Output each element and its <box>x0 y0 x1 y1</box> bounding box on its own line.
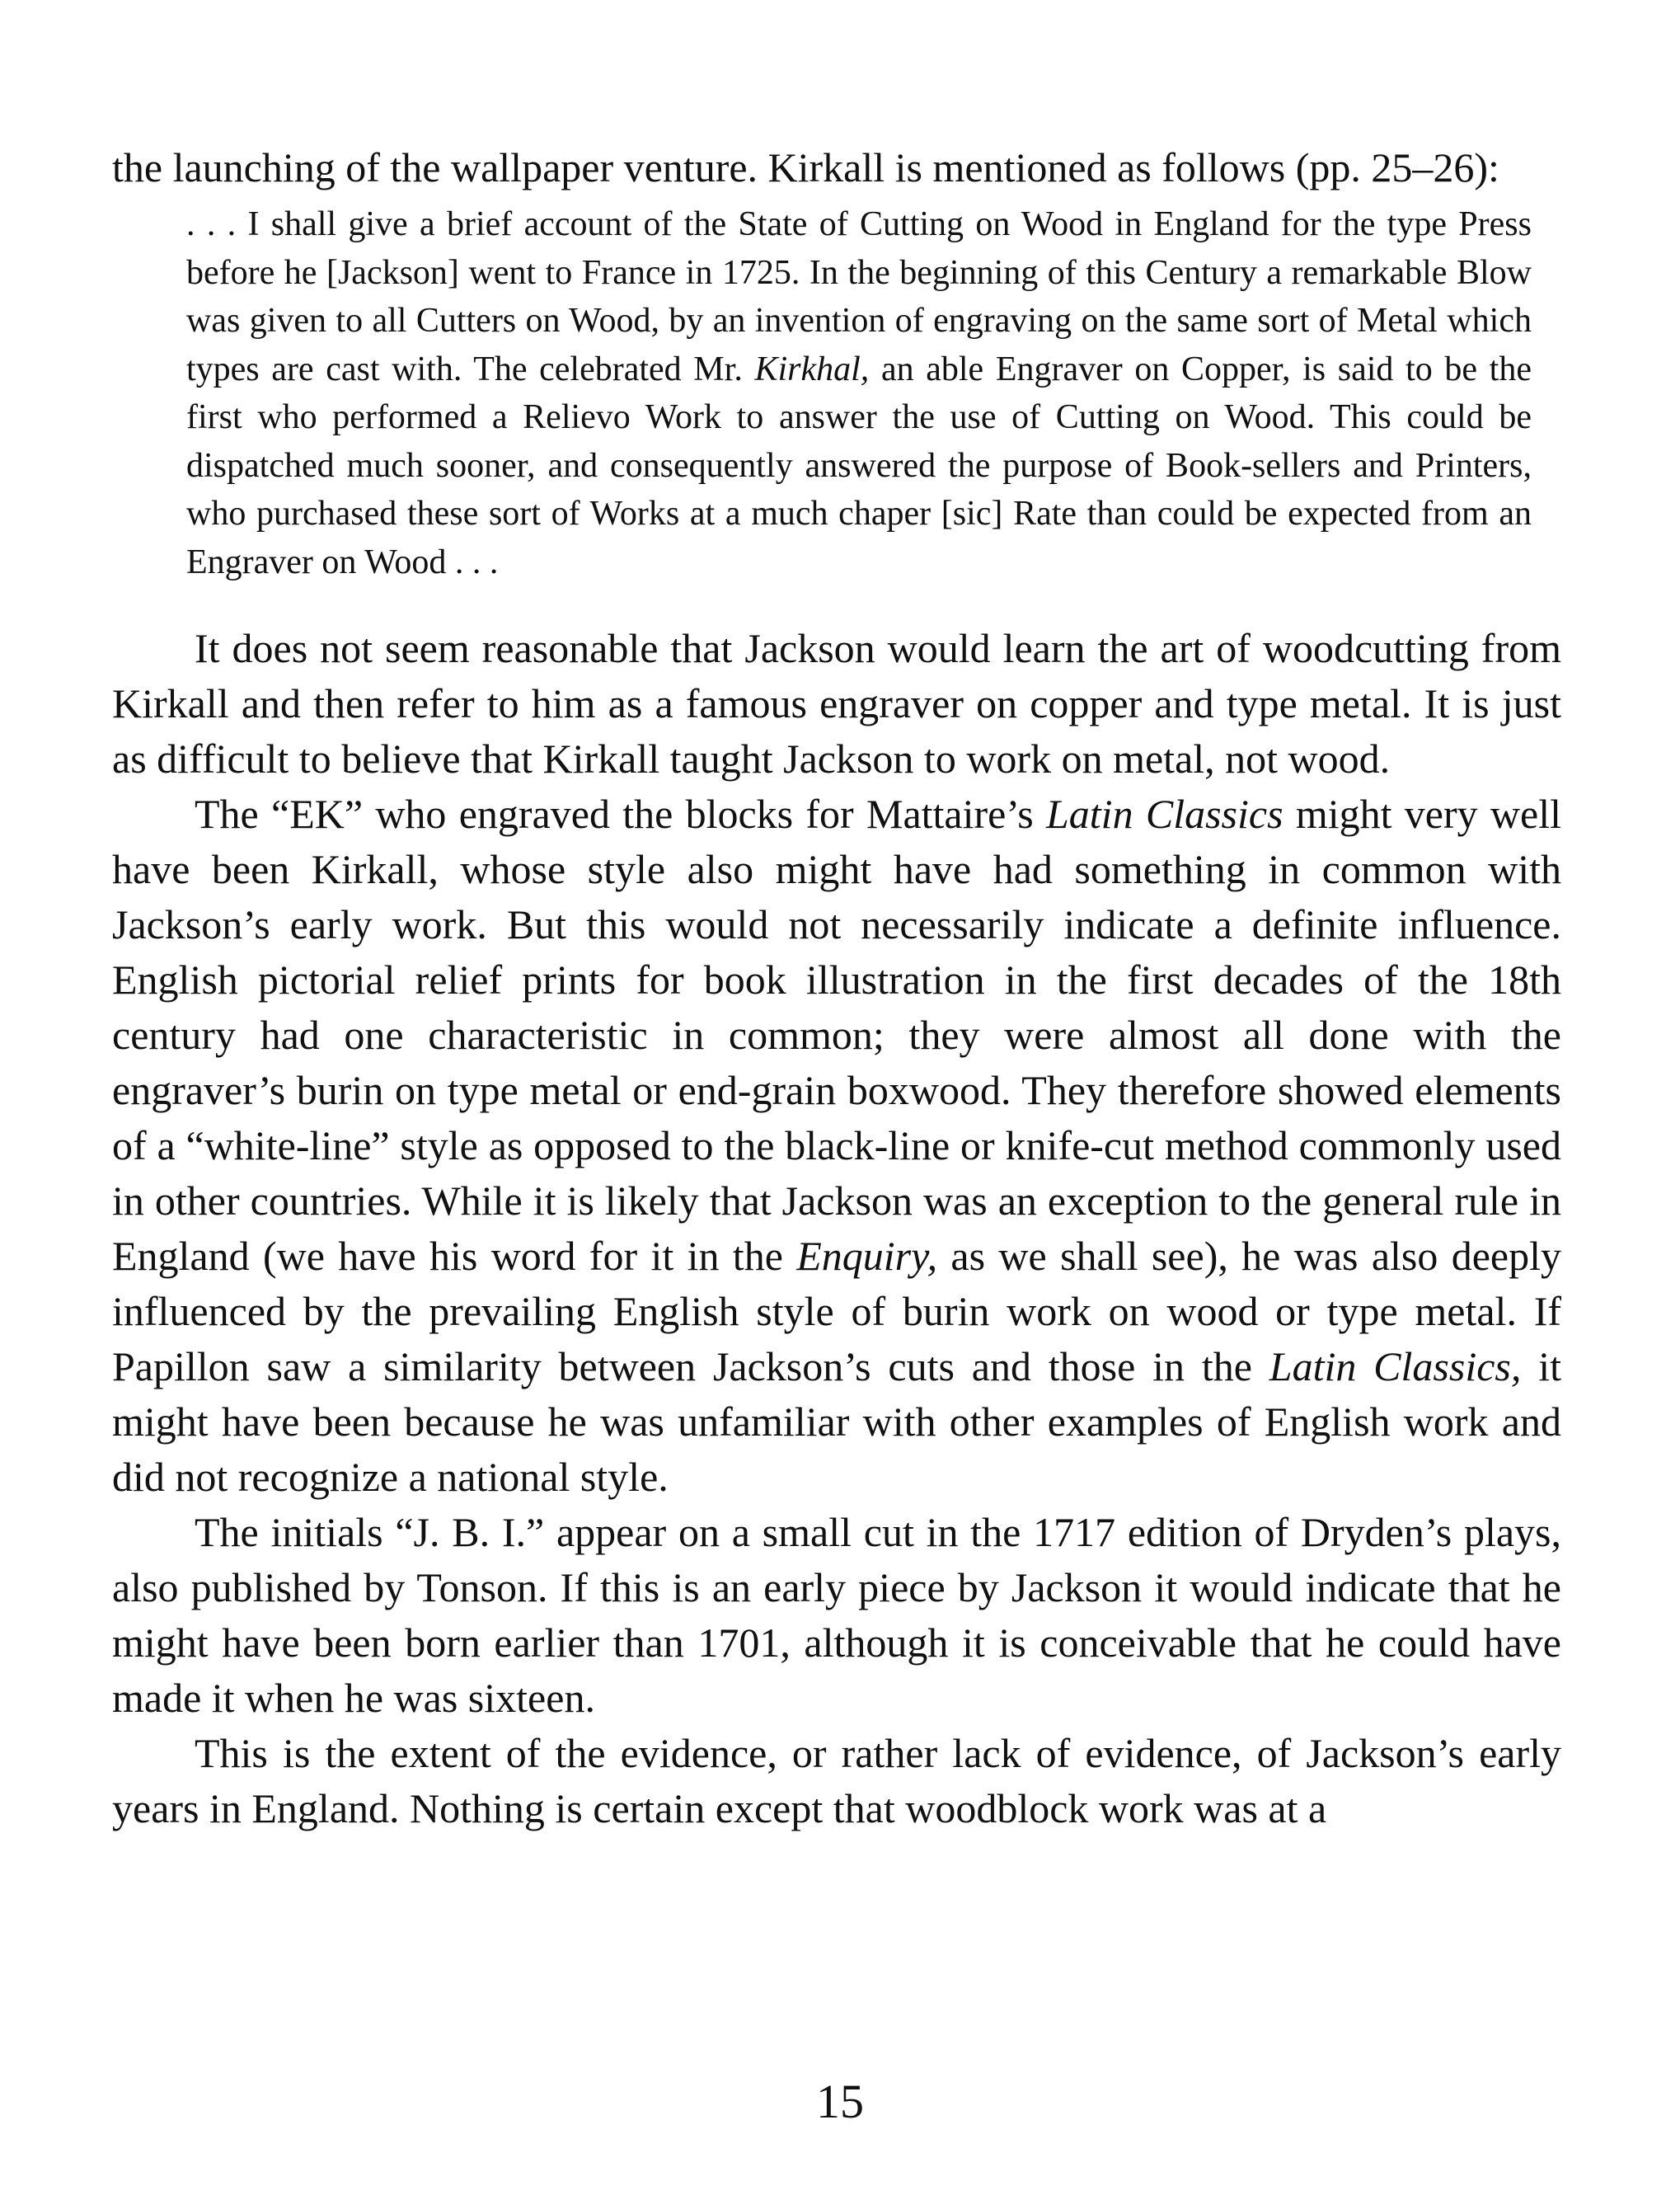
title-enquiry: Enquiry, <box>796 1233 938 1279</box>
opening-paragraph: the launching of the wallpaper venture. Kirkall is mentioned as follows (pp. 25–26): <box>112 144 1499 190</box>
title-latin-classics: Latin Classics <box>1045 791 1283 837</box>
quotation-text-part-1: . . . I shall give a brief account of the State of Cutting on Wood in England for the type Press before he [Jackson] went to France in 1725. In the beginning of this Century a remarkable Blow was given to all Cutters on Wood, by an invention of engraving on the same sort of Metal which types are cast with. The celebrated Mr. <box>186 205 1532 388</box>
page-number: 15 <box>816 2075 864 2128</box>
quotation-text-part-2: an able Engraver on Copper, is said to be the first who performed a Relievo Work to answer the use of Cutting on Wood. This could be dispatched much sooner, and consequently answered the purpose of Book-sellers and Printers, who purchased these sort of Works at a much chaper [sic] Rate than could be expected from an Engraver on Wood . . . <box>186 350 1532 581</box>
paragraph-ek-latin-classics <box>112 787 1561 1505</box>
quotation-name-italic: Kirkhal, <box>754 350 870 388</box>
title-latin-classics-second: Latin Classics, <box>1269 1343 1522 1389</box>
paragraph-3-text-4: it might have been because he was unfamiliar with other examples of English work and did not recognize a national style. <box>112 1343 1561 1500</box>
paragraph-3-text-2: might very well have been Kirkall, whose style also might have had something in common with Jackson’s early work. But this would not necessarily indicate a definite influence. English pictorial relief prints for book illustration in the first decades of the 18th century had one characteristic in common; they were almost all done with the engraver’s burin on type metal or end-grain boxwood. They therefore showed elements of a “white-line” style as opposed to the black-line or knife-cut method commonly used in other countries. While it is likely that Jackson was an exception to the general rule in England (we have his word for it in the <box>112 791 1562 1279</box>
page-body <box>112 140 1561 1836</box>
paragraph-3-text-1: The “EK” who engraved the blocks for Mattaire’s <box>195 791 1046 837</box>
paragraph-3-text-3: as we shall see), he was also deeply influenced by the prevailing English style of burin work on wood or type metal. If Papillon saw a similarity between Jackson’s cuts and those in the <box>112 1233 1561 1389</box>
paragraph-jackson-kirkall: It does not seem reasonable that Jackson would learn the art of woodcutting from Kirkall and then refer to him as a famous engraver on copper and type metal. It is just as difficult to believe that Kirkall taught Jackson to work on metal, not wood. <box>112 625 1561 782</box>
paragraph-extent-of-evidence: This is the extent of the evidence, or rather lack of evidence, of Jackson’s early years in England. Nothing is certain except that woodblock work was at a <box>112 1730 1561 1831</box>
block-quotation <box>186 200 1532 586</box>
paragraph-jbi-initials: The initials “J. B. I.” appear on a small cut in the 1717 edition of Dryden’s plays, also published by Tonson. If this is an early piece by Jackson it would indicate that he might have been born earlier than 1701, although it is conceivable that he could have made it when he was sixteen. <box>112 1509 1561 1721</box>
